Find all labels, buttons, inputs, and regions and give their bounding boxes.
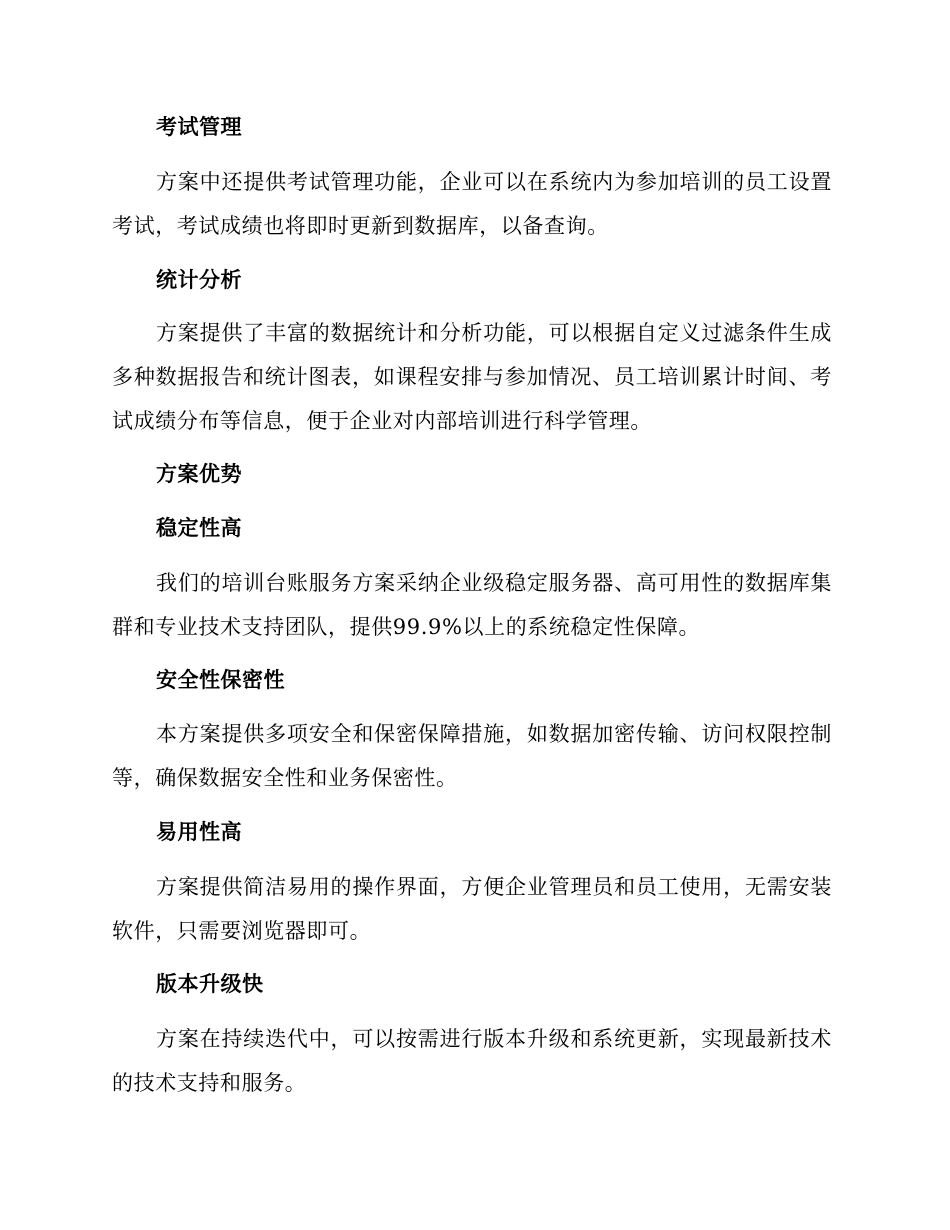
section-heading-usability: 易用性高 [156,820,242,844]
section-body-stability: 我们的培训台账服务方案采纳企业级稳定服务器、高可用性的数据库集群和专业技术支持团队，提供99.9%以上的系统稳定性保障。 [112,571,832,639]
section-body-exam-management: 方案中还提供考试管理功能，企业可以在系统内为参加培训的员工设置考试，考试成绩也将即时更新到数据库，以备查询。 [112,170,832,238]
section-heading-statistics: 统计分析 [156,268,242,292]
section-heading-stability: 稳定性高 [156,516,242,540]
section-body-statistics: 方案提供了丰富的数据统计和分析功能，可以根据自定义过滤条件生成多种数据报告和统计图表，如课程安排与参加情况、员工培训累计时间、考试成绩分布等信息，便于企业对内部培训进行科学管理。 [112,321,832,433]
section-body-security: 本方案提供多项安全和保密保障措施，如数据加密传输、访问权限控制等，确保数据安全性和业务保密性。 [112,722,832,790]
section-body-version-upgrade: 方案在持续迭代中，可以按需进行版本升级和系统更新，实现最新技术的技术支持和服务。 [112,1027,832,1095]
section-heading-advantages: 方案优势 [156,462,242,486]
section-heading-security: 安全性保密性 [156,668,285,692]
section-heading-version-upgrade: 版本升级快 [156,972,264,996]
section-body-usability: 方案提供简洁易用的操作界面，方便企业管理员和员工使用，无需安装软件，只需要浏览器即可。 [112,875,832,943]
section-heading-exam-management: 考试管理 [156,115,242,139]
